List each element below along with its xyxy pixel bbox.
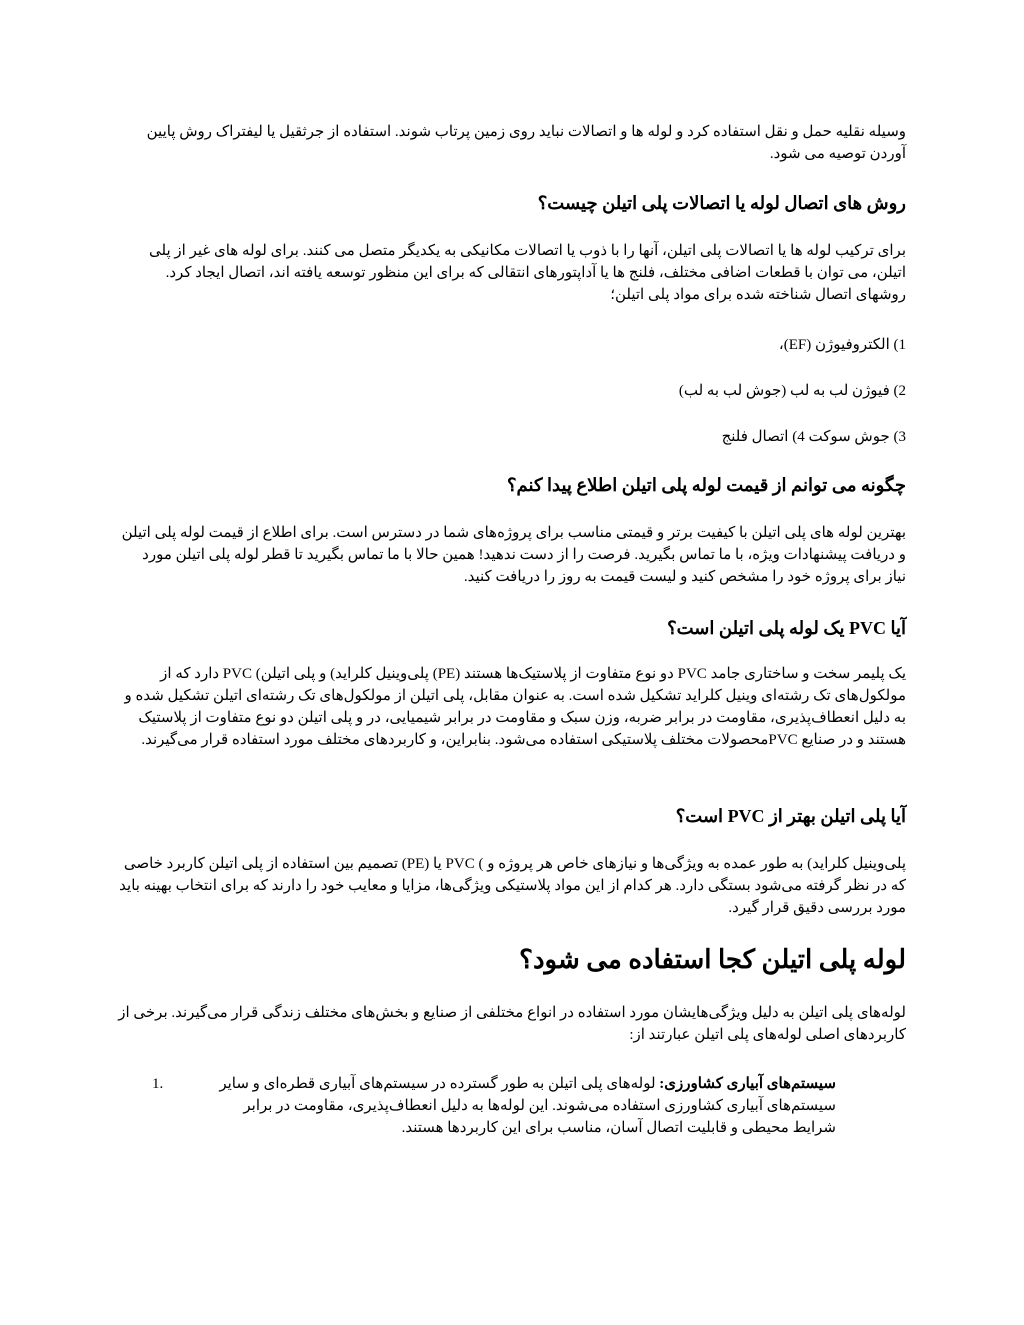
method-item-2: 2) فیوژن لب به لب (جوش لب به لب) [678, 383, 906, 399]
list-item-title: سیستم‌های آبیاری کشاورزی: [659, 1076, 836, 1092]
method-item-1: 1) الکتروفیوژن (EF)، [778, 337, 906, 353]
intro-paragraph: وسیله نقلیه حمل و نقل استفاده کرد و لوله ها و اتصالات نباید روی زمین پرتاب شوند. استفاده از جرثقیل یا لیفتراک روش پایین آوردن توصیه می شود. [146, 124, 906, 162]
list-number: 1. [152, 1076, 164, 1092]
list-item-body: لوله‌های پلی اتیلن به طور گسترده در سیستم‌های آبیاری قطره‌ای و سایر سیستم‌های آبیاری کشاورزی استفاده می‌شوند. این لوله‌ها به دلیل انعطاف‌پذیری، مقاومت در برابر شرایط محیطی و قابلیت اتصال آسان، مناسب برای این کاربردها هستند. [219, 1076, 836, 1136]
heading-where-used: لوله پلی اتیلن کجا استفاده می شود؟ [519, 945, 906, 974]
heading-price: چگونه می توانم از قیمت لوله پلی اتیلن اطلاع پیدا کنم؟ [506, 475, 906, 495]
price-paragraph: بهترین لوله های پلی اتیلن با کیفیت برتر و قیمتی مناسب برای پروژه‌های شما در دسترس است. برای اطلاع از قیمت لوله پلی اتیلن و دریافت پیشنهادات ویژه، با ما تماس بگیرید. فرصت را از دست ندهید! همین حالا با ما تماس بگیرید تا قطر لوله پلی اتیلن مورد نیاز برای پروژه خود را مشخص کنید و لیست قیمت به روز را دریافت کنید. [121, 525, 906, 585]
better-paragraph: پلی‌وینیل کلراید) به طور عمده به ویژگی‌ها و نیازهای خاص هر پروژه و ) PVC یا (PE) تصمیم بین استفاده از پلی اتیلن کاربرد خاصی که در نظر گرفته می‌شود بستگی دارد. هر کدام از این مواد پلاستیکی ویژگی‌ها، مزایا و معایب خود را دارند که برای انتخاب بهینه باید مورد بررسی دقیق قرار گیرد. [119, 856, 906, 916]
heading-joining-methods: روش های اتصال لوله یا اتصالات پلی اتیلن چیست؟ [537, 193, 906, 213]
heading-better: آیا پلی اتیلن بهتر از PVC است؟ [675, 806, 906, 826]
list-item-text [198, 1073, 906, 1139]
heading-pvc: آیا PVC یک لوله پلی اتیلن است؟ [667, 618, 906, 638]
list-item [118, 1073, 906, 1139]
where-paragraph: لوله‌های پلی اتیلن به دلیل ویژگی‌هایشان مورد استفاده در انواع مختلفی از صنایع و بخش‌های مختلف زندگی قرار می‌گیرند. برخی از کاربردهای اصلی لوله‌های پلی اتیلن عبارتند از: [118, 1005, 906, 1043]
pvc-paragraph: یک پلیمر سخت و ساختاری جامد PVC دو نوع متفاوت از پلاستیک‌ها هستند (PE) پلی‌وینیل کلراید) و پلی اتیلن) PVC دارد که از مولکول‌های تک رشته‌ای وینیل کلراید تشکیل شده است. به عنوان مقابل، پلی اتیلن از مولکول‌های تک رشته‌ای اتیلن تشکیل شده و به دلیل انعطاف‌پذیری، مقاومت در برابر ضربه، وزن سبک و مقاومت در برابر شیمیایی، در و پلی اتیلن دو نوع متفاوت از پلاستیک هستند و در صنایع PVCمحصولات مختلف پلاستیکی استفاده می‌شود. بنابراین، و کاربردهای مختلف مورد استفاده قرار می‌گیرند. [124, 666, 906, 748]
method-item-3: 3) جوش سوکت 4) اتصال فلنج [721, 429, 906, 445]
joining-paragraph: برای ترکیب لوله ها یا اتصالات پلی اتیلن، آنها را با ذوب یا اتصالات مکانیکی به یکدیگر متصل می کنند. برای لوله های غیر از پلی اتیلن، می توان با قطعات اضافی مختلف، فلنج ها یا آداپتورهای انتقالی که برای این منظور توسعه یافته اند، اتصال ایجاد کرد. روشهای اتصال شناخته شده برای مواد پلی اتیلن؛ [149, 243, 906, 303]
